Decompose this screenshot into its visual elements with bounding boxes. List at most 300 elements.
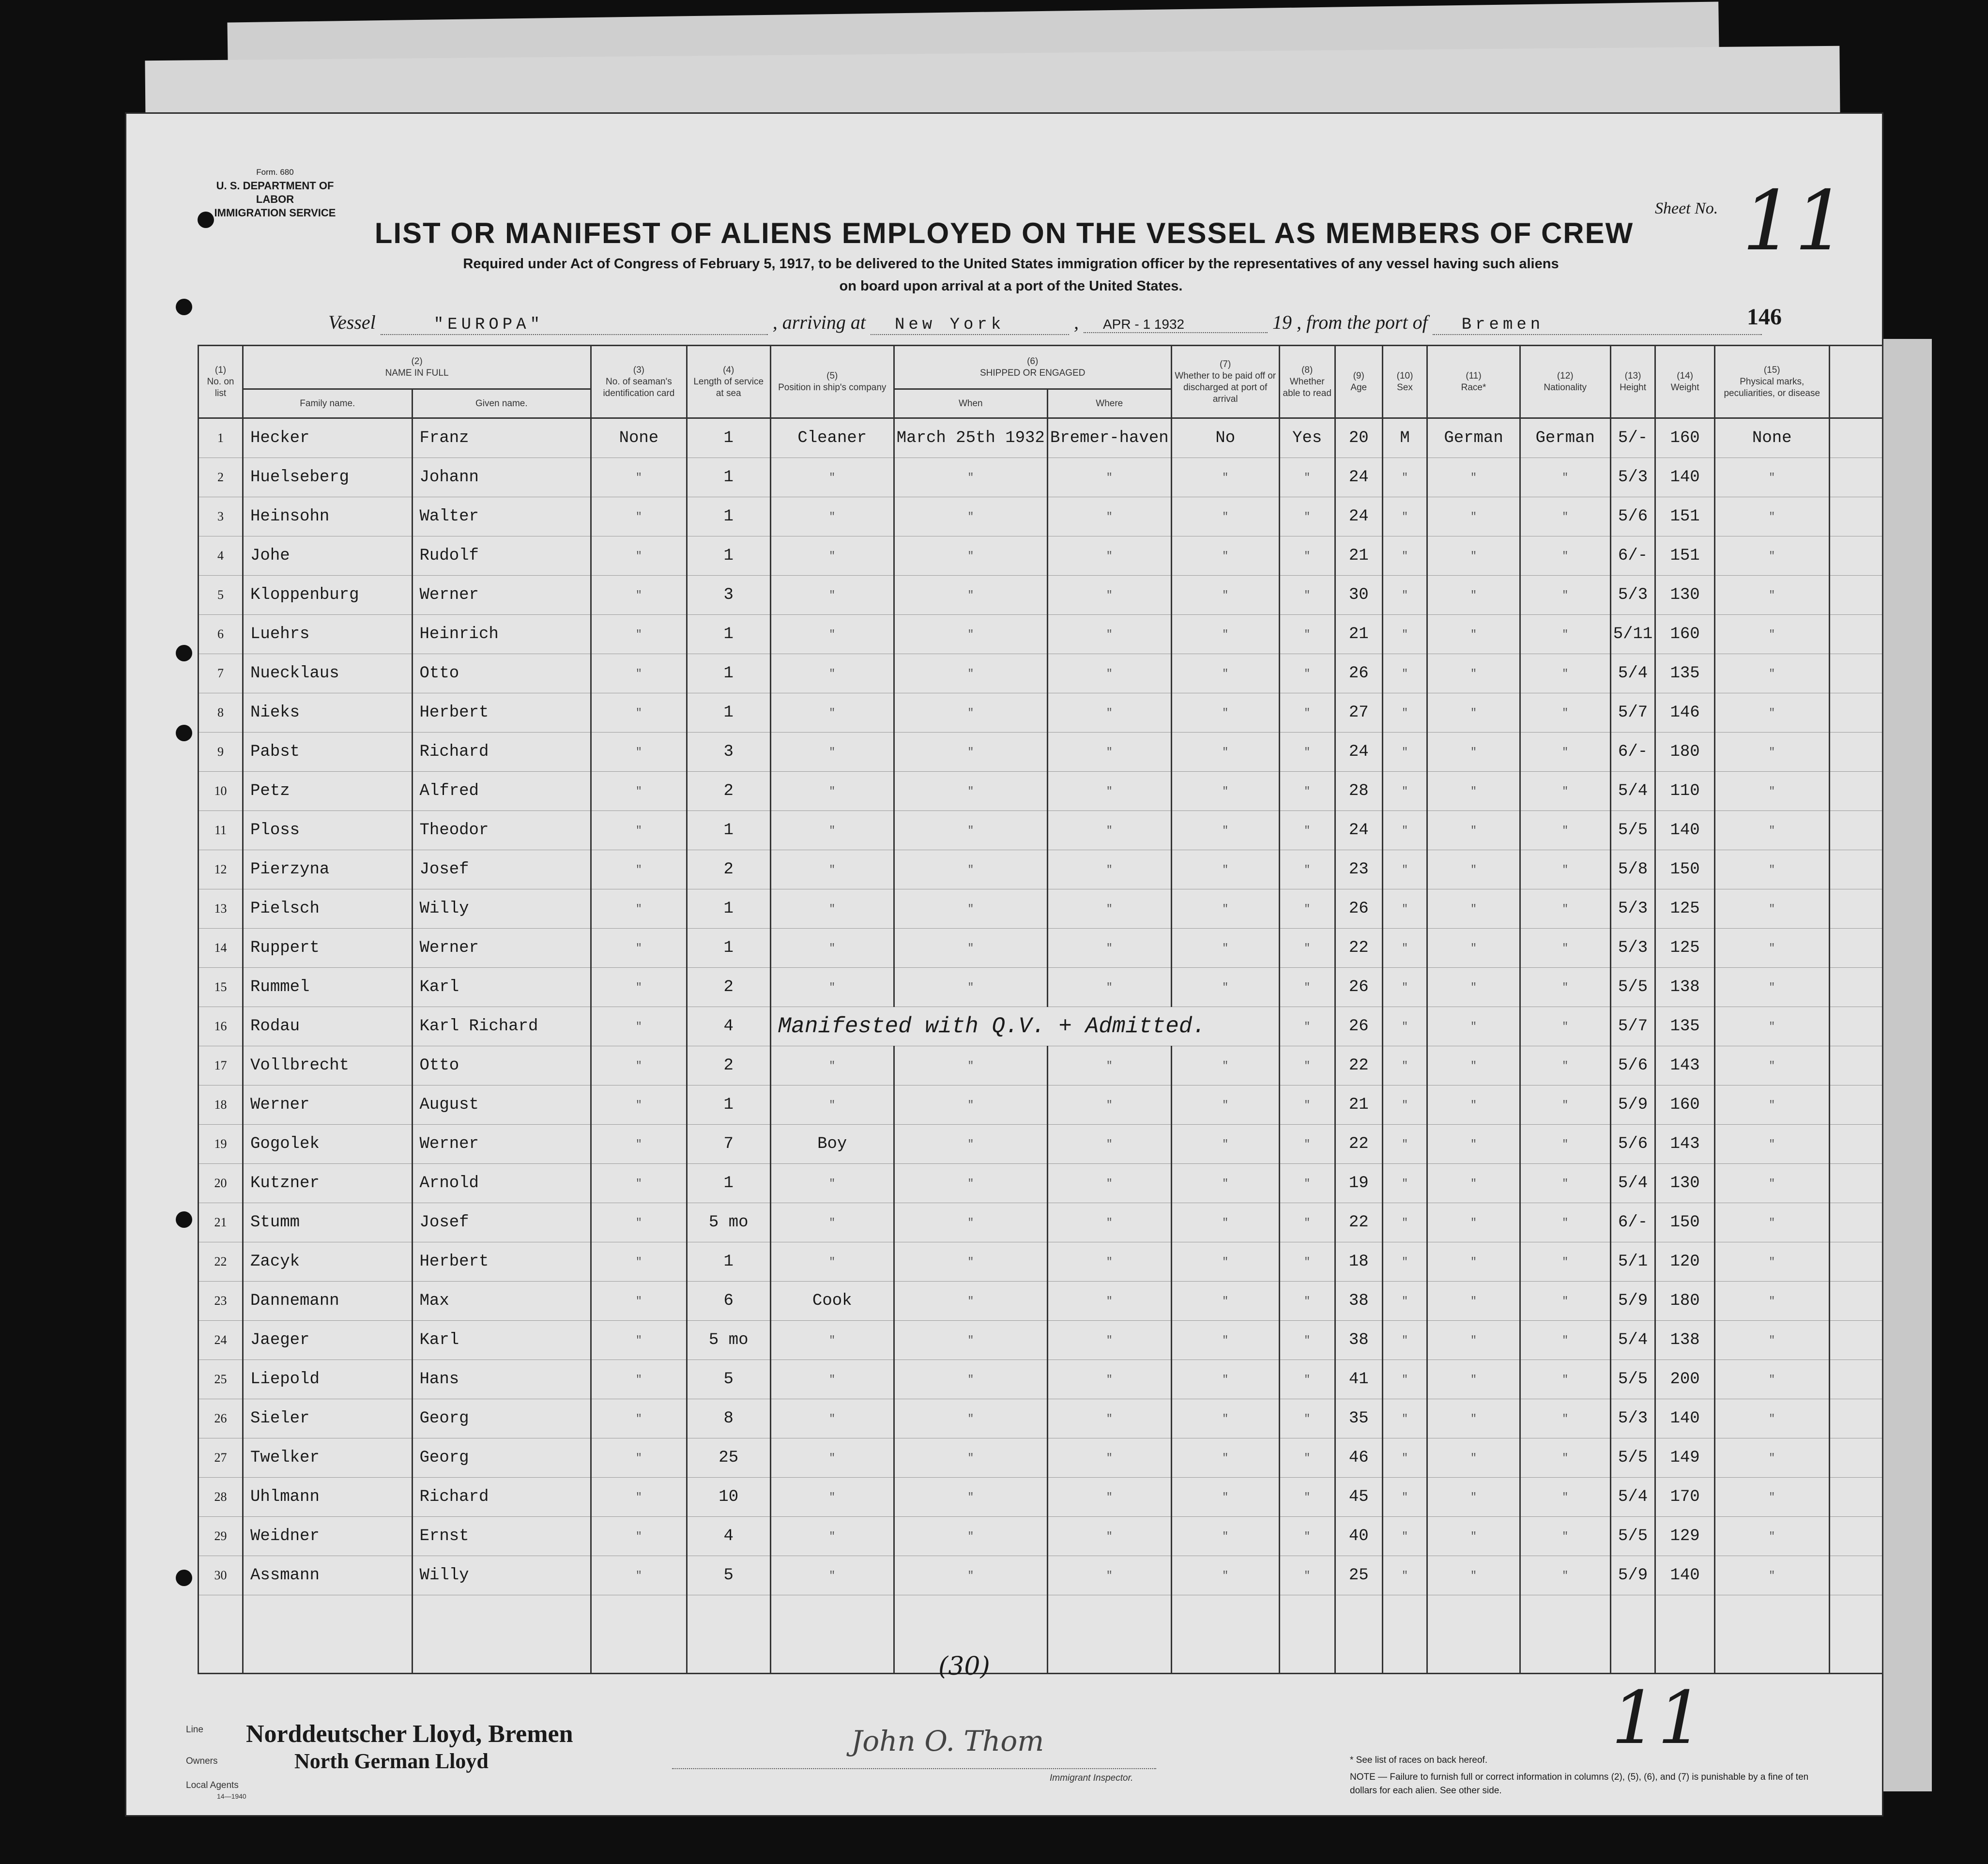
paid-off: " (1171, 654, 1279, 693)
race: " (1427, 1399, 1520, 1438)
sex: " (1382, 850, 1427, 889)
given-name: Otto (412, 1046, 591, 1085)
weight: 140 (1655, 458, 1715, 497)
age: 24 (1335, 733, 1382, 772)
col-header-race: (11) Race* (1427, 346, 1520, 418)
height: 6/- (1610, 1203, 1655, 1242)
table-row (199, 772, 1883, 811)
shipped-where: " (1047, 1360, 1171, 1399)
family-name: Pabst (243, 733, 413, 772)
blank-cell (1829, 418, 1882, 458)
id-card: " (591, 576, 687, 615)
paid-off: " (1171, 693, 1279, 733)
family-name: Twelker (243, 1438, 413, 1478)
service-length: 25 (687, 1438, 770, 1478)
given-name: Werner (412, 1125, 591, 1164)
position: " (770, 1164, 894, 1203)
col-header-shipped: (6) SHIPPED OR ENGAGED (894, 346, 1171, 389)
paid-off: " (1171, 772, 1279, 811)
from-port: Bremen (1433, 316, 1762, 335)
age: 22 (1335, 1125, 1382, 1164)
position: " (770, 693, 894, 733)
position: " (770, 615, 894, 654)
punch-hole (176, 1570, 192, 1586)
given-name: Walter (412, 497, 591, 536)
blank-cell (1829, 1164, 1882, 1203)
race: " (1427, 811, 1520, 850)
service-length: 5 (687, 1556, 770, 1595)
able-to-read: " (1279, 576, 1335, 615)
blank-cell (1829, 1282, 1882, 1321)
given-name: Herbert (412, 693, 591, 733)
blank-cell (1829, 536, 1882, 576)
service-length: 1 (687, 1164, 770, 1203)
physical-marks: " (1714, 1478, 1829, 1517)
age: 26 (1335, 889, 1382, 929)
nationality: " (1520, 1556, 1610, 1595)
given-name: Werner (412, 576, 591, 615)
height: 5/3 (1610, 929, 1655, 968)
id-card: " (591, 654, 687, 693)
blank-cell (1047, 1595, 1171, 1674)
given-name: Richard (412, 1478, 591, 1517)
blank-cell (1829, 968, 1882, 1007)
age: 28 (1335, 772, 1382, 811)
weight: 151 (1655, 497, 1715, 536)
inspector-signature: John O. Thom (851, 1725, 1044, 1757)
position: " (770, 1478, 894, 1517)
service-length: 1 (687, 418, 770, 458)
table-row (199, 1438, 1883, 1478)
nationality: " (1520, 889, 1610, 929)
family-name: Assmann (243, 1556, 413, 1595)
service-length: 5 (687, 1360, 770, 1399)
age: 35 (1335, 1399, 1382, 1438)
height: 5/7 (1610, 1007, 1655, 1046)
given-name: Arnold (412, 1164, 591, 1203)
col-header-height: (13) Height (1610, 346, 1655, 418)
blank-cell (1829, 1556, 1882, 1595)
blank-cell (1829, 850, 1882, 889)
height: 5/6 (1610, 1046, 1655, 1085)
col-header-position: (5) Position in ship's company (770, 346, 894, 418)
table-row (199, 1085, 1883, 1125)
nationality: " (1520, 1046, 1610, 1085)
row-number: 2 (199, 458, 243, 497)
nationality: " (1520, 458, 1610, 497)
shipped-when: " (894, 1164, 1047, 1203)
shipped-where: " (1047, 733, 1171, 772)
blank-cell (1427, 1595, 1520, 1674)
blank-cell (1335, 1595, 1382, 1674)
physical-marks: " (1714, 654, 1829, 693)
family-name: Liepold (243, 1360, 413, 1399)
date-stamp: APR - 1 1932 (1084, 317, 1268, 333)
id-card: " (591, 1125, 687, 1164)
shipped-where: " (1047, 1242, 1171, 1282)
nationality: " (1520, 1478, 1610, 1517)
race: " (1427, 1164, 1520, 1203)
paid-off: " (1171, 929, 1279, 968)
table-row (199, 1164, 1883, 1203)
height: 5/3 (1610, 889, 1655, 929)
shipped-when: " (894, 1478, 1047, 1517)
paid-off: " (1171, 889, 1279, 929)
blank-cell (1829, 929, 1882, 968)
shipped-where: " (1047, 1085, 1171, 1125)
crew-rows (199, 418, 1883, 1674)
id-card: " (591, 1164, 687, 1203)
blank-cell (1829, 1085, 1882, 1125)
paid-off: " (1171, 1321, 1279, 1360)
family-name: Dannemann (243, 1282, 413, 1321)
id-card: " (591, 733, 687, 772)
position: " (770, 1438, 894, 1478)
age: 41 (1335, 1360, 1382, 1399)
blank-cell (1829, 1242, 1882, 1282)
given-name: Herbert (412, 1242, 591, 1282)
able-to-read: " (1279, 1085, 1335, 1125)
shipped-where: " (1047, 1164, 1171, 1203)
crew-table (198, 345, 1883, 1674)
table-row (199, 458, 1883, 497)
shipped-when: " (894, 1399, 1047, 1438)
weight: 140 (1655, 811, 1715, 850)
table-row (199, 968, 1883, 1007)
table-row (199, 615, 1883, 654)
shipped-when: " (894, 1125, 1047, 1164)
line-label: Line (186, 1725, 203, 1735)
blank-cell (1829, 1007, 1882, 1046)
height: 5/3 (1610, 458, 1655, 497)
physical-marks: " (1714, 693, 1829, 733)
position: " (770, 1046, 894, 1085)
shipped-when: " (894, 1321, 1047, 1360)
position: " (770, 1203, 894, 1242)
able-to-read: " (1279, 654, 1335, 693)
weight: 135 (1655, 654, 1715, 693)
physical-marks: " (1714, 1046, 1829, 1085)
nationality: " (1520, 693, 1610, 733)
sex: " (1382, 1203, 1427, 1242)
shipped-when: " (894, 968, 1047, 1007)
family-name: Zacyk (243, 1242, 413, 1282)
able-to-read: " (1279, 1360, 1335, 1399)
position: " (770, 1085, 894, 1125)
family-name: Rodau (243, 1007, 413, 1046)
id-card: " (591, 615, 687, 654)
position: " (770, 497, 894, 536)
race: " (1427, 889, 1520, 929)
height: 5/3 (1610, 576, 1655, 615)
row-number: 7 (199, 654, 243, 693)
sex: " (1382, 1399, 1427, 1438)
position: " (770, 576, 894, 615)
family-name: Pierzyna (243, 850, 413, 889)
shipped-when: " (894, 1556, 1047, 1595)
service-length: 2 (687, 850, 770, 889)
weight: 146 (1655, 693, 1715, 733)
service-length: 1 (687, 458, 770, 497)
age: 45 (1335, 1478, 1382, 1517)
race: " (1427, 458, 1520, 497)
age: 40 (1335, 1517, 1382, 1556)
sex: " (1382, 1438, 1427, 1478)
paid-off: " (1171, 1556, 1279, 1595)
age: 20 (1335, 418, 1382, 458)
family-name: Petz (243, 772, 413, 811)
blank-cell (243, 1595, 413, 1674)
shipped-where: " (1047, 654, 1171, 693)
blank-cell (1655, 1595, 1715, 1674)
sex: " (1382, 1125, 1427, 1164)
physical-marks: " (1714, 458, 1829, 497)
nationality: " (1520, 1360, 1610, 1399)
nationality: " (1520, 733, 1610, 772)
physical-marks: " (1714, 1007, 1829, 1046)
physical-marks: " (1714, 576, 1829, 615)
blank-cell (1610, 1595, 1655, 1674)
blank-cell (412, 1595, 591, 1674)
id-card: " (591, 772, 687, 811)
race: " (1427, 850, 1520, 889)
table-row (199, 1556, 1883, 1595)
physical-marks: None (1714, 418, 1829, 458)
blank-cell (1829, 1399, 1882, 1438)
height: 5/8 (1610, 850, 1655, 889)
paid-off: " (1171, 811, 1279, 850)
blank-cell (1171, 1595, 1279, 1674)
nationality: " (1520, 968, 1610, 1007)
age: 23 (1335, 850, 1382, 889)
blank-cell (1520, 1595, 1610, 1674)
service-length: 1 (687, 693, 770, 733)
row-number: 9 (199, 733, 243, 772)
age: 22 (1335, 929, 1382, 968)
physical-marks: " (1714, 1242, 1829, 1282)
physical-marks: " (1714, 733, 1829, 772)
height: 5/- (1610, 418, 1655, 458)
sex: " (1382, 811, 1427, 850)
arriving-port: New York (871, 316, 1069, 335)
blank-cell (1714, 1595, 1829, 1674)
shipped-where: " (1047, 1438, 1171, 1478)
height: 5/5 (1610, 968, 1655, 1007)
nationality: " (1520, 1517, 1610, 1556)
family-name: Johe (243, 536, 413, 576)
inspector-line (672, 1768, 1156, 1769)
shipped-where: Bremer-haven (1047, 418, 1171, 458)
company-name: Norddeutscher Lloyd, Bremen (246, 1720, 573, 1748)
manifest-page (125, 112, 1883, 1817)
row-number: 27 (199, 1438, 243, 1478)
race: German (1427, 418, 1520, 458)
year-label: 19 (1272, 311, 1292, 333)
position: " (770, 1399, 894, 1438)
col-header-given: Given name. (412, 389, 591, 418)
family-name: Werner (243, 1085, 413, 1125)
shipped-where: " (1047, 1125, 1171, 1164)
weight: 160 (1655, 418, 1715, 458)
nationality: " (1520, 536, 1610, 576)
weight: 125 (1655, 889, 1715, 929)
nationality: " (1520, 1282, 1610, 1321)
weight: 110 (1655, 772, 1715, 811)
nationality: " (1520, 1125, 1610, 1164)
service-length: 1 (687, 1242, 770, 1282)
race: " (1427, 1556, 1520, 1595)
weight: 138 (1655, 1321, 1715, 1360)
shipped-when: " (894, 1242, 1047, 1282)
row-number: 21 (199, 1203, 243, 1242)
table-row (199, 811, 1883, 850)
race: " (1427, 576, 1520, 615)
company-name-english: North German Lloyd (294, 1749, 489, 1773)
id-card: " (591, 1242, 687, 1282)
position: " (770, 850, 894, 889)
weight: 125 (1655, 929, 1715, 968)
blank-cell (687, 1595, 770, 1674)
nationality: " (1520, 811, 1610, 850)
nationality: " (1520, 929, 1610, 968)
family-name: Gogolek (243, 1125, 413, 1164)
blank-cell (1829, 1046, 1882, 1085)
blank-cell (1829, 497, 1882, 536)
nationality: " (1520, 1438, 1610, 1478)
position: " (770, 1556, 894, 1595)
shipped-where: " (1047, 1203, 1171, 1242)
given-name: Alfred (412, 772, 591, 811)
table-row (199, 1125, 1883, 1164)
given-name: Karl (412, 968, 591, 1007)
table-row (199, 497, 1883, 536)
row-number: 15 (199, 968, 243, 1007)
weight: 160 (1655, 615, 1715, 654)
shipped-where: " (1047, 811, 1171, 850)
id-card: " (591, 850, 687, 889)
able-to-read: " (1279, 536, 1335, 576)
shipped-where: " (1047, 497, 1171, 536)
height: 5/9 (1610, 1085, 1655, 1125)
height: 6/- (1610, 536, 1655, 576)
family-name: Nieks (243, 693, 413, 733)
table-row (199, 536, 1883, 576)
sex: " (1382, 1282, 1427, 1321)
weight: 138 (1655, 968, 1715, 1007)
sex: " (1382, 654, 1427, 693)
position: " (770, 929, 894, 968)
age: 24 (1335, 497, 1382, 536)
physical-marks: " (1714, 1517, 1829, 1556)
weight: 143 (1655, 1125, 1715, 1164)
service-length: 1 (687, 615, 770, 654)
owners-label: Owners (186, 1756, 218, 1766)
physical-marks: " (1714, 889, 1829, 929)
id-card: " (591, 1438, 687, 1478)
family-name: Ruppert (243, 929, 413, 968)
nationality: " (1520, 1321, 1610, 1360)
shipped-when: " (894, 1203, 1047, 1242)
table-row (199, 654, 1883, 693)
able-to-read: " (1279, 1282, 1335, 1321)
family-name: Rummel (243, 968, 413, 1007)
weight: 150 (1655, 1203, 1715, 1242)
col-header-sex: (10) Sex (1382, 346, 1427, 418)
id-card: " (591, 1556, 687, 1595)
height: 5/5 (1610, 1517, 1655, 1556)
subtitle-line-1: Required under Act of Congress of February 5, 1917, to be delivered to the United States immigration officer by the representatives of any vessel having such aliens (463, 256, 1559, 272)
punch-hole (176, 725, 192, 741)
blank-cell (1829, 693, 1882, 733)
blank-cell (1829, 1517, 1882, 1556)
sex: " (1382, 458, 1427, 497)
shipped-when: " (894, 693, 1047, 733)
sex: " (1382, 1242, 1427, 1282)
row-number: 22 (199, 1242, 243, 1282)
weight: 140 (1655, 1556, 1715, 1595)
handwritten-sheet-number: 11 (1611, 1676, 1704, 1760)
id-card: " (591, 1360, 687, 1399)
shipped-where: " (1047, 1046, 1171, 1085)
blank-cell (1829, 1321, 1882, 1360)
able-to-read: " (1279, 1125, 1335, 1164)
sheet-label: Sheet No. (1655, 199, 1718, 217)
arriving-label: , arriving at (772, 311, 866, 333)
form-header (198, 166, 352, 220)
able-to-read: " (1279, 1478, 1335, 1517)
shipped-when: " (894, 850, 1047, 889)
given-name: Josef (412, 850, 591, 889)
punch-hole (176, 1211, 192, 1228)
height: 5/5 (1610, 1360, 1655, 1399)
inspector-label: Immigrant Inspector. (1050, 1773, 1133, 1783)
paid-off: " (1171, 1282, 1279, 1321)
given-name: Otto (412, 654, 591, 693)
row-number: 11 (199, 811, 243, 850)
id-card: " (591, 693, 687, 733)
physical-marks: " (1714, 615, 1829, 654)
blank-cell (1829, 654, 1882, 693)
age: 26 (1335, 968, 1382, 1007)
service-length: 6 (687, 1282, 770, 1321)
age: 26 (1335, 1007, 1382, 1046)
col-header-where: Where (1047, 389, 1171, 418)
shipped-where: " (1047, 1478, 1171, 1517)
given-name: Karl Richard (412, 1007, 591, 1046)
nationality: " (1520, 1164, 1610, 1203)
position: " (770, 536, 894, 576)
row-number: 24 (199, 1321, 243, 1360)
vessel-name: "EUROPA" (381, 316, 768, 335)
sex: " (1382, 536, 1427, 576)
paid-off: " (1171, 733, 1279, 772)
position: Boy (770, 1125, 894, 1164)
table-row (199, 889, 1883, 929)
race: " (1427, 615, 1520, 654)
col-header-no: (1) No. on list (199, 346, 243, 418)
paid-off: " (1171, 1046, 1279, 1085)
blank-cell (1829, 772, 1882, 811)
given-name: Ernst (412, 1517, 591, 1556)
service-length: 5 mo (687, 1321, 770, 1360)
shipped-where: " (1047, 929, 1171, 968)
weight: 143 (1655, 1046, 1715, 1085)
able-to-read: " (1279, 1517, 1335, 1556)
shipped-where: " (1047, 1321, 1171, 1360)
age: 21 (1335, 536, 1382, 576)
weight: 130 (1655, 576, 1715, 615)
col-header-id-card: (3) No. of seaman's identification card (591, 346, 687, 418)
